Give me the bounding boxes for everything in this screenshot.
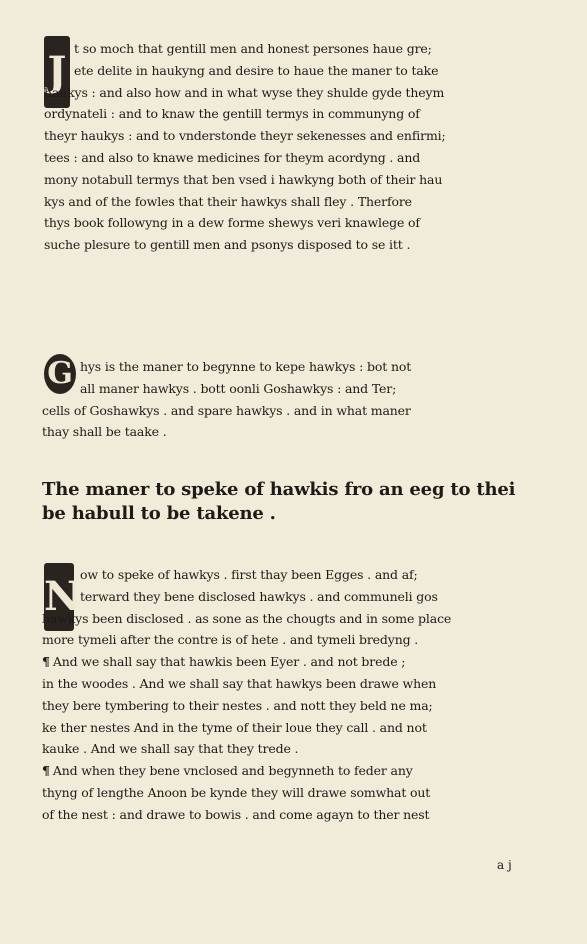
paragraph-eggs-to-nest	[42, 564, 544, 826]
text-line: terward they bene disclosed hawkys . and communeli gos	[80, 588, 438, 604]
text-line: t so moch that gentill men and honest persones haue gre;	[74, 41, 432, 56]
signature-mark: a j	[497, 858, 512, 872]
text-line: tees : and also to knawe medicines for theym acordyng . and	[44, 149, 421, 165]
paragraph-mark-icon: ¶	[42, 763, 50, 779]
paragraph-hawking-intro	[44, 38, 544, 256]
heading-line: be habull to be takene .	[42, 503, 276, 524]
drop-cap-initial: J	[44, 36, 70, 108]
text-line: hys is the maner to begynne to kepe hawkys : bot not	[80, 359, 412, 374]
text-line	[42, 760, 544, 782]
text-line-body: And we shall say that hawkis been Eyer . and not brede ;	[52, 654, 406, 670]
text-line: thyng of lengthe Anoon be kynde they will drawe somwhat out	[42, 784, 431, 800]
text-line: ordynateli : and to knaw the gentill termys in communyng of	[44, 106, 420, 122]
drop-cap-initial: N	[44, 563, 74, 631]
text-line: haukys : and also how and in what wyse they shulde gyde theym	[44, 84, 445, 100]
text-line: they bere tymbering to their nestes . and nott they beld ne ma;	[42, 697, 433, 713]
text-line: theyr haukys : and to vnderstonde theyr sekenesses and enfirmi;	[44, 128, 446, 144]
text-line: of the nest : and drawe to bowis . and come agayn to ther nest	[42, 806, 430, 822]
text-line: ke ther nestes And in the tyme of their loue they call . and not	[42, 719, 427, 735]
text-line: thys book followyng in a dew forme shewys veri knawlege of	[44, 215, 420, 231]
text-line: mony notabull termys that ben vsed i hawkyng both of their hau	[44, 171, 443, 187]
section-heading	[42, 478, 542, 526]
text-line: suche plesure to gentill men and psonys disposed to se itt .	[44, 237, 411, 253]
text-line: thay shall be taake .	[42, 424, 167, 440]
paragraph-goshawk-keeping	[42, 356, 544, 443]
text-line: more tymeli after the contre is of hete . and tymeli bredyng .	[42, 632, 419, 648]
text-line-body: And when they bene vnclosed and begynneth to feder any	[52, 763, 413, 779]
drop-cap-initial: G	[44, 354, 76, 394]
text-line	[42, 651, 544, 673]
text-line: in the woodes . And we shall say that hawkys been drawe when	[42, 675, 437, 691]
text-line: ete delite in haukyng and desire to haue the maner to take	[74, 62, 439, 78]
text-line: cells of Goshawkys . and spare hawkys . and in what maner	[42, 402, 411, 418]
text-line: hawkys been disclosed . as sone as the chougts and in some place	[42, 610, 452, 626]
text-line: all maner hawkys . bott oonli Goshawkys : and Ter;	[80, 380, 397, 396]
text-line: ow to speke of hawkys . first thay been Egges . and af;	[80, 567, 418, 582]
text-line: kys and of the fowles that their hawkys shall fley . Therfore	[44, 193, 412, 209]
paragraph-mark-icon: ¶	[42, 654, 50, 670]
text-line: kauke . And we shall say that they trede .	[42, 741, 299, 757]
heading-line: The maner to speke of hawkis fro an eeg to thei	[42, 479, 516, 500]
